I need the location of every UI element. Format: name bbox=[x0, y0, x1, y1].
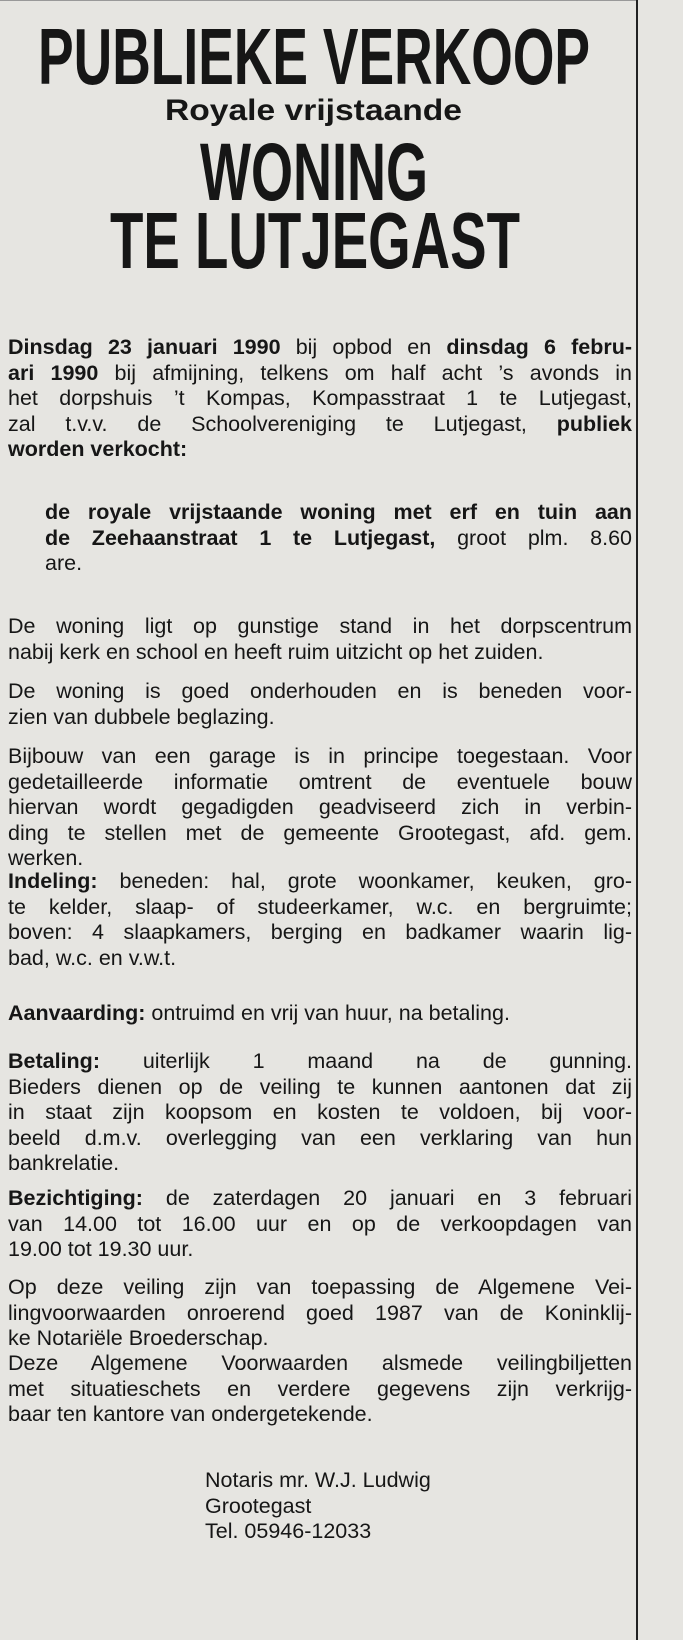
text-line bbox=[8, 869, 632, 895]
text: uiterlijk 1 maand na de gunning. bbox=[99, 1049, 632, 1073]
paragraph-layout-info bbox=[8, 869, 632, 971]
headline-block bbox=[0, 0, 636, 285]
text-line bbox=[45, 551, 632, 577]
text: Bieders dienen op de veiling te kunnen aantonen dat zij bbox=[8, 1074, 632, 1099]
text: beeld d.m.v. overlegging van een verklaring van hun bbox=[8, 1125, 632, 1150]
text-line bbox=[8, 437, 632, 463]
text: werken. bbox=[8, 846, 84, 870]
text-line bbox=[8, 412, 632, 438]
headline-subtitle: Royale vrijstaande bbox=[165, 94, 462, 127]
paragraph-acceptance-info bbox=[8, 1001, 632, 1027]
text: Grootegast bbox=[205, 1493, 312, 1518]
bold-text: de royale vrijstaande woning met erf en tuin aan bbox=[45, 500, 632, 524]
paragraph-viewing-info bbox=[8, 1186, 632, 1263]
paragraph-garage-info bbox=[8, 744, 632, 872]
text: het dorpshuis ’t Kompas, Kompasstraat 1 te Lutjegast, bbox=[8, 386, 632, 410]
text: bij afmijning, telkens om half acht ’s avonds in bbox=[98, 360, 632, 385]
text: nabij kerk en school en heeft ruim uitzicht op het zuiden. bbox=[8, 639, 544, 664]
text: van 14.00 tot 16.00 uur en op de verkoopdagen van bbox=[8, 1211, 632, 1236]
text-line bbox=[8, 1351, 632, 1377]
paragraph-payment-info bbox=[8, 1049, 632, 1177]
text: de zaterdagen 20 januari en 3 februari bbox=[142, 1186, 632, 1210]
text-line bbox=[205, 1519, 505, 1545]
paragraph-auction-dates bbox=[8, 335, 632, 463]
text: lingvoorwaarden onroerend goed 1987 van de Koninklij- bbox=[8, 1300, 632, 1325]
text: beneden: hal, grote woonkamer, keuken, gro- bbox=[97, 869, 632, 893]
text-line bbox=[8, 1212, 632, 1238]
text-line bbox=[8, 361, 632, 387]
text-line bbox=[8, 1326, 632, 1352]
headline-woning: WONING bbox=[200, 127, 428, 218]
text-line bbox=[8, 946, 632, 972]
text-line bbox=[8, 1049, 632, 1075]
text: are. bbox=[45, 551, 83, 575]
text-line bbox=[8, 705, 632, 731]
text: zien van dubbele beglazing. bbox=[8, 704, 275, 729]
text-line bbox=[8, 1126, 632, 1152]
text: zal t.v.v. de Schoolvereniging te Lutjegast, bbox=[8, 411, 557, 436]
paragraph-location-info bbox=[8, 614, 632, 665]
text: ding te stellen met de gemeente Grootegast, afd. gem. bbox=[8, 820, 632, 845]
headline-location: TE LUTJEGAST bbox=[110, 196, 521, 285]
text: Deze Algemene Voorwaarden alsmede veilingbiljetten bbox=[8, 1351, 632, 1375]
text-line bbox=[8, 1301, 632, 1327]
text: gedetailleerde informatie omtrent de eventuele bouw bbox=[8, 769, 632, 794]
bold-text: Betaling: bbox=[8, 1049, 100, 1073]
text-line bbox=[8, 920, 632, 946]
text: ke Notariële Broederschap. bbox=[8, 1326, 269, 1350]
text-line bbox=[8, 1237, 632, 1263]
text-line bbox=[8, 1100, 632, 1126]
text-line bbox=[45, 526, 632, 552]
text-line bbox=[8, 1075, 632, 1101]
text-line bbox=[8, 795, 632, 821]
text: groot plm. 8.60 bbox=[435, 525, 632, 550]
text-line bbox=[8, 895, 632, 921]
text: ontruimd en vrij van huur, na betaling. bbox=[145, 1001, 510, 1025]
text-line bbox=[205, 1494, 505, 1520]
text-line bbox=[8, 1275, 632, 1301]
bold-text: Indeling: bbox=[8, 869, 98, 893]
bold-text: worden verkocht: bbox=[8, 437, 188, 461]
paragraph-property-description bbox=[45, 500, 632, 577]
text: boven: 4 slaapkamers, berging en badkamer waarin lig- bbox=[8, 920, 632, 944]
bold-text: ari 1990 bbox=[8, 360, 99, 385]
paragraph-notary-signature bbox=[205, 1468, 505, 1545]
paragraph-conditions-info bbox=[8, 1275, 632, 1352]
text-line bbox=[8, 640, 632, 666]
text-line bbox=[8, 744, 632, 770]
text: te kelder, slaap- of studeerkamer, w.c. en bergruimte; bbox=[8, 894, 632, 919]
headline-publieke-verkoop: PUBLIEKE VERKOOP bbox=[38, 12, 590, 101]
text: Tel. 05946-12033 bbox=[205, 1519, 372, 1543]
text-line bbox=[8, 386, 632, 412]
paragraph-condition-info bbox=[8, 679, 632, 730]
text-line bbox=[8, 821, 632, 847]
text-line bbox=[8, 679, 632, 705]
text-line bbox=[8, 1151, 632, 1177]
paragraph-documents-info bbox=[8, 1351, 632, 1428]
text-line bbox=[8, 335, 632, 361]
text: De woning ligt op gunstige stand in het dorpscentrum bbox=[8, 614, 632, 638]
text: Op deze veiling zijn van toepassing de Algemene Vei- bbox=[8, 1275, 632, 1299]
bold-text: publiek bbox=[556, 411, 632, 436]
text: hiervan wordt gegadigden geadviseerd zich in verbin- bbox=[8, 795, 632, 819]
bold-text: dinsdag 6 febru- bbox=[446, 335, 632, 359]
text-line bbox=[8, 614, 632, 640]
text-line bbox=[8, 1377, 632, 1403]
text: bij opbod en bbox=[280, 335, 447, 359]
text-line bbox=[8, 1186, 632, 1212]
text: baar ten kantore van ondergetekende. bbox=[8, 1402, 373, 1426]
text-line bbox=[8, 770, 632, 796]
bold-text: Aanvaarding: bbox=[8, 1001, 146, 1025]
text-line bbox=[45, 500, 632, 526]
bold-text: de Zeehaanstraat 1 te Lutjegast, bbox=[45, 525, 436, 550]
text: bad, w.c. en v.w.t. bbox=[8, 945, 177, 970]
text-line bbox=[205, 1468, 505, 1494]
text: Bijbouw van een garage is in principe toegestaan. Voor bbox=[8, 744, 632, 768]
text-line bbox=[8, 1402, 632, 1428]
bold-text: Dinsdag 23 januari 1990 bbox=[8, 335, 281, 359]
text: Notaris mr. W.J. Ludwig bbox=[205, 1468, 431, 1492]
text: bankrelatie. bbox=[8, 1151, 120, 1175]
text-line bbox=[8, 1001, 632, 1027]
ad-border-right bbox=[636, 0, 638, 1640]
text-line bbox=[8, 846, 632, 872]
text: 19.00 tot 19.30 uur. bbox=[8, 1237, 194, 1261]
text: in staat zijn koopsom en kosten te voldoen, bij voor- bbox=[8, 1100, 632, 1124]
bold-text: Bezichtiging: bbox=[8, 1186, 143, 1210]
text: met situatieschets en verdere gegevens zijn verkrijg- bbox=[8, 1376, 632, 1401]
text: De woning is goed onderhouden en is beneden voor- bbox=[8, 679, 632, 703]
